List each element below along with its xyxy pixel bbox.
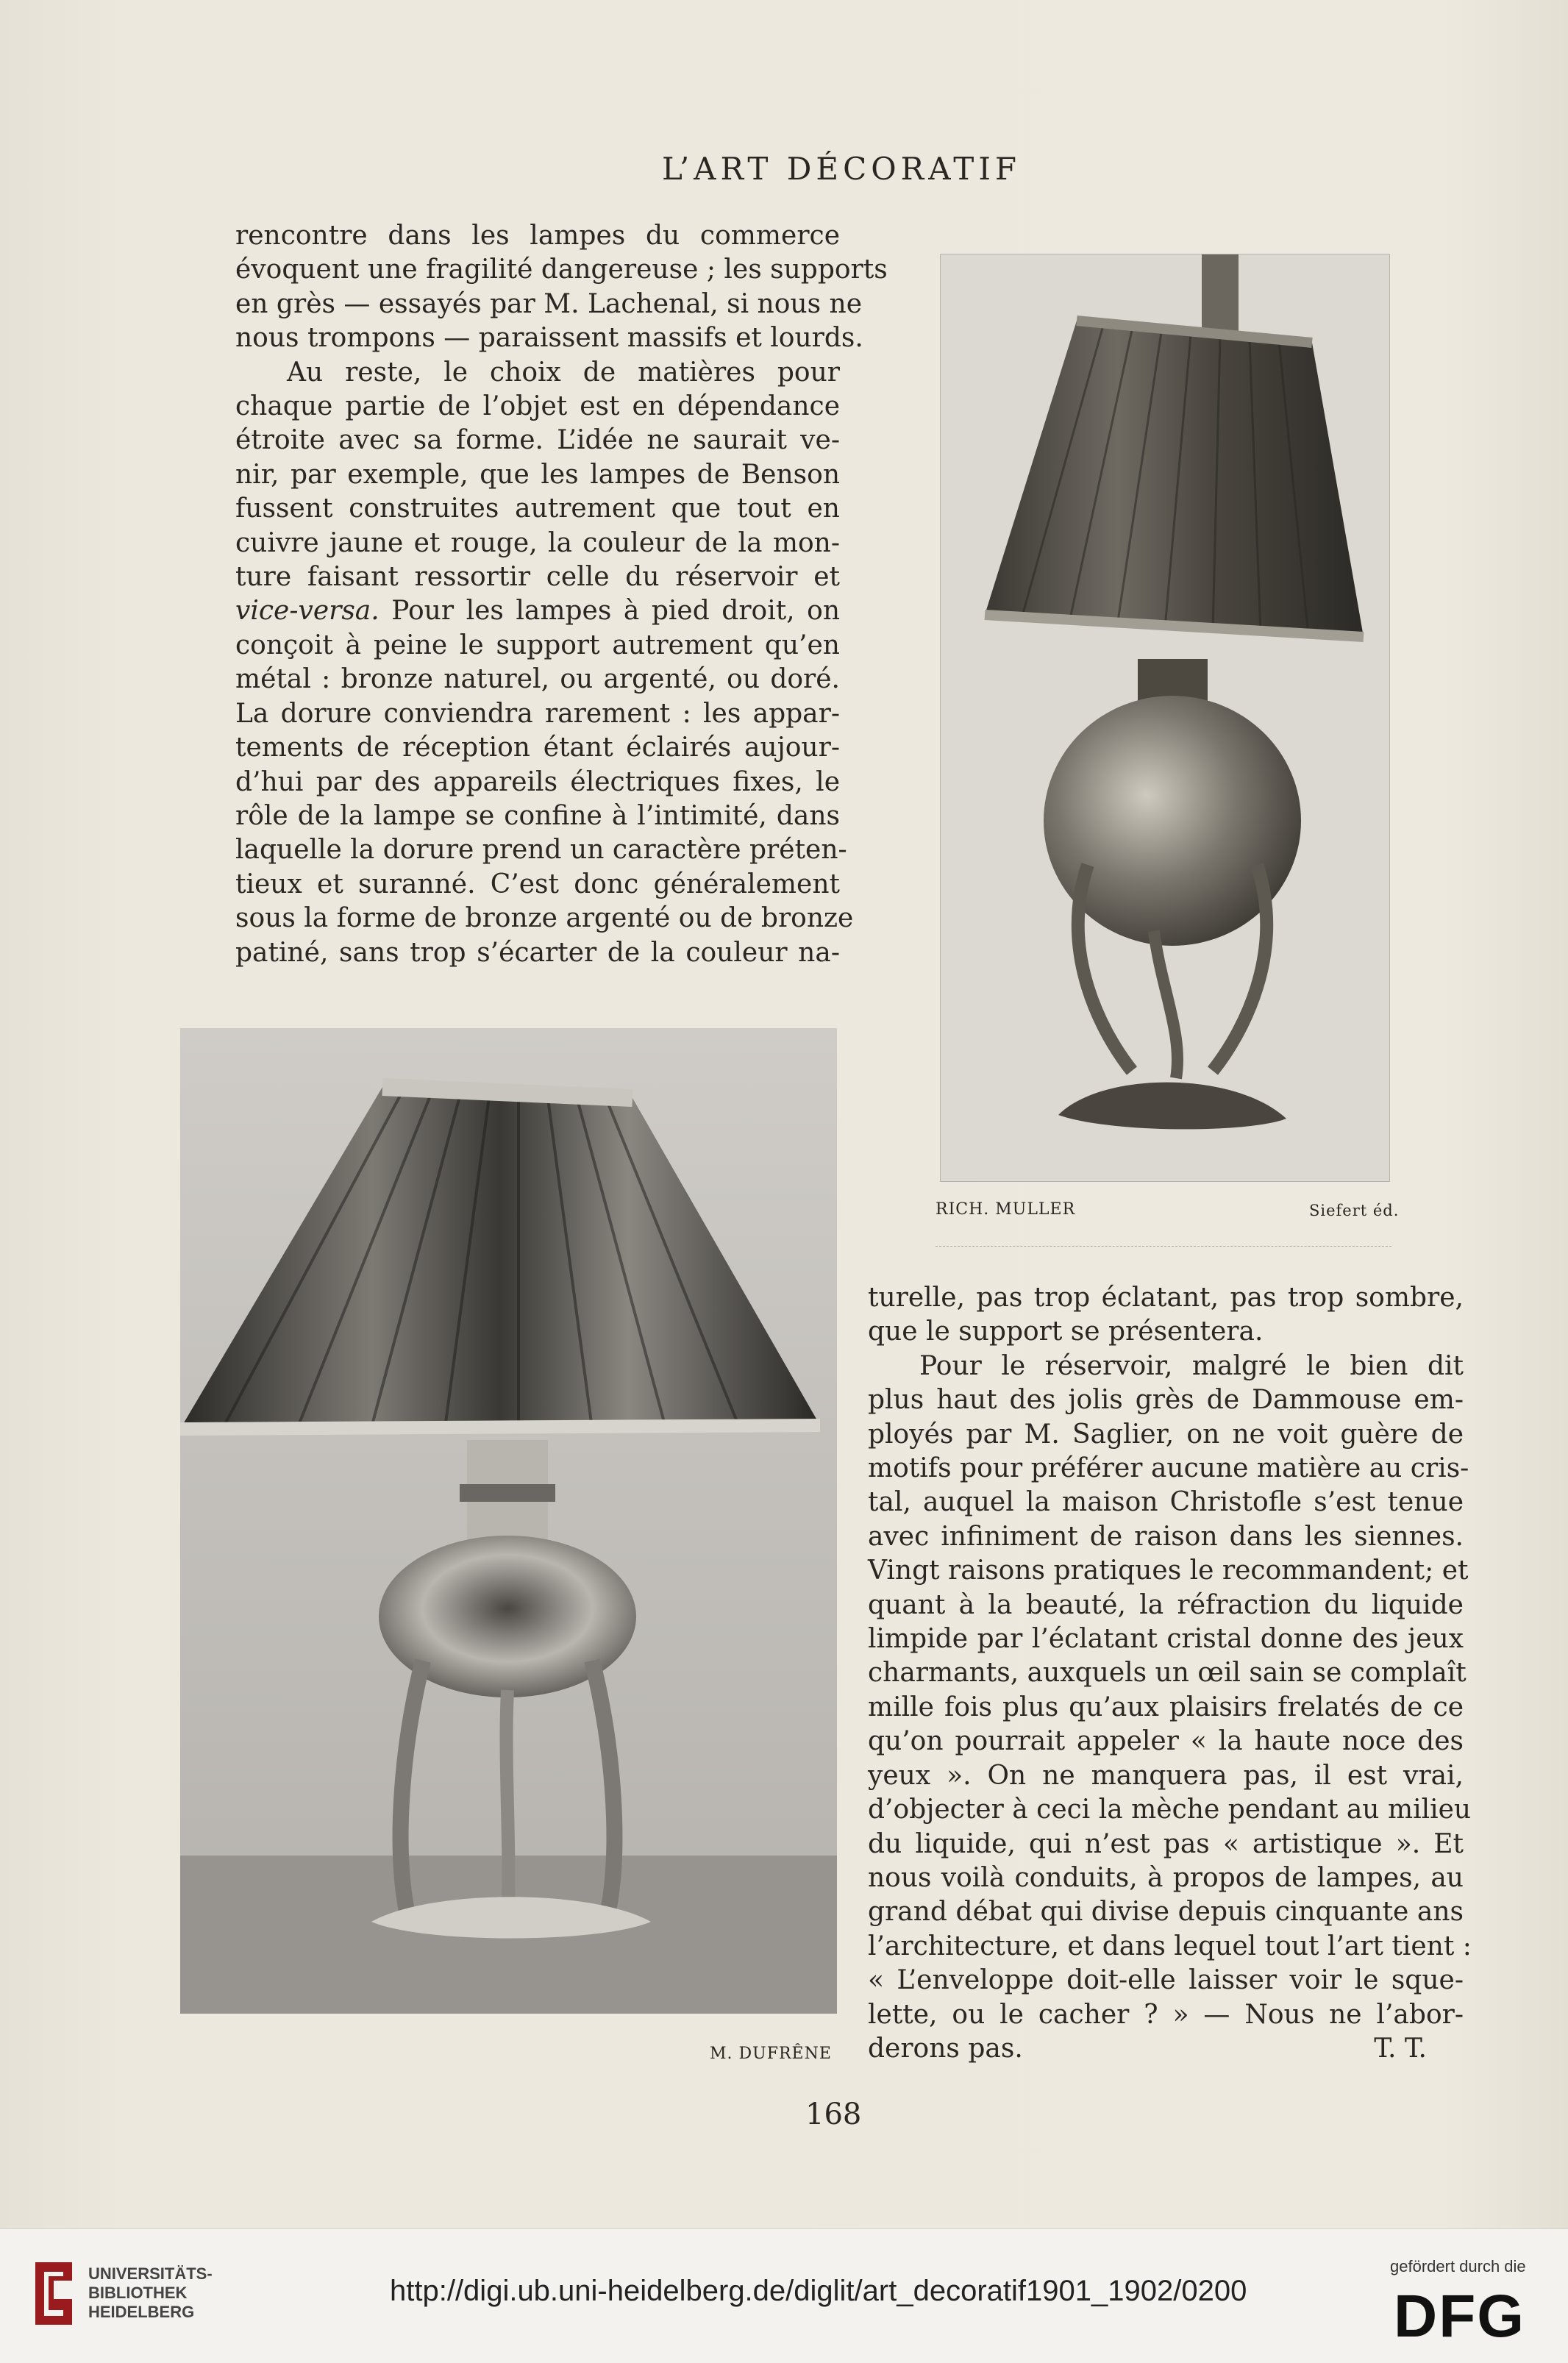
text-line: ployés par M. Saglier, on ne voit guère de xyxy=(868,1419,1464,1450)
text-line: tal, auquel la maison Christofle s’est tenue xyxy=(868,1487,1464,1518)
lamp-photograph-dufrene xyxy=(180,1028,837,2014)
library-name-line: UNIVERSITÄTS- xyxy=(88,2264,213,2283)
text-line: derons pas. xyxy=(868,2033,1023,2064)
text-line: l’architecture, et dans lequel tout l’art tient : xyxy=(868,1931,1472,1961)
text-line: « L’enveloppe doit-elle laisser voir le sque- xyxy=(868,1965,1464,1996)
caption-divider xyxy=(936,1246,1391,1247)
text-line: tieux et suranné. C’est donc généralement xyxy=(235,869,840,899)
lamp-dufrene-drawing xyxy=(180,1028,837,2014)
library-logo-icon xyxy=(28,2259,79,2331)
text-line: chaque partie de l’objet est en dépendance xyxy=(235,391,840,422)
plate-credit-muller: RICH. MULLER xyxy=(936,1200,1076,1219)
text-line: yeux ». On ne manquera pas, il est vrai, xyxy=(868,1760,1464,1791)
text-line: rencontre dans les lampes du commerce xyxy=(235,221,840,251)
text-line: tements de réception étant éclairés aujour- xyxy=(235,733,840,763)
dfg-logo: DFG xyxy=(1394,2283,1526,2350)
text-line: cuivre jaune et rouge, la couleur de la mon- xyxy=(235,527,840,558)
text-line: vice-versa. Pour les lampes à pied droit, on xyxy=(235,596,840,627)
left-text-column xyxy=(235,219,888,970)
author-signature: T. T. xyxy=(1374,2033,1427,2064)
text-line: quant à la beauté, la réfraction du liquide xyxy=(868,1589,1464,1620)
text-line: nous trompons — paraissent massifs et lourds. xyxy=(235,323,863,354)
lamp-muller-drawing xyxy=(941,254,1389,1181)
text-line: nir, par exemple, que les lampes de Benson xyxy=(235,459,840,490)
text-line: laquelle la dorure prend un caractère préten- xyxy=(235,835,847,866)
text-line: évoquent une fragilité dangereuse ; les supports xyxy=(235,254,888,285)
text-line: Au reste, le choix de matières pour xyxy=(287,357,840,388)
page-number: 168 xyxy=(805,2098,862,2131)
text-line: Pour le réservoir, malgré le bien dit xyxy=(919,1350,1464,1381)
library-name xyxy=(88,2264,213,2322)
text-line: motifs pour préférer aucune matière au cris- xyxy=(868,1453,1469,1484)
text-line: que le support se présentera. xyxy=(868,1316,1264,1347)
text-line: d’objecter à ceci la mèche pendant au milieu xyxy=(868,1794,1472,1825)
funding-notice: gefördert durch die xyxy=(1390,2257,1526,2275)
text-line: La dorure conviendra rarement : les appar- xyxy=(235,698,840,729)
text-line: grand débat qui divise depuis cinquante ans xyxy=(868,1897,1464,1928)
library-name-line: BIBLIOTHEK xyxy=(88,2284,188,2302)
text-line: lette, ou le cacher ? » — Nous ne l’abor- xyxy=(868,1999,1464,2030)
running-title: L’ART DÉCORATIF xyxy=(662,151,1022,187)
permalink-url[interactable]: http://digi.ub.uni-heidelberg.de/diglit/art_decoratif1901_1902/0200 xyxy=(390,2275,1247,2307)
text-line: turelle, pas trop éclatant, pas trop sombre, xyxy=(868,1283,1464,1313)
plate-credit-dufrene: M. DUFRÊNE xyxy=(710,2045,832,2063)
text-line: avec infiniment de raison dans les siennes. xyxy=(868,1521,1464,1552)
text-line: plus haut des jolis grès de Dammouse em- xyxy=(868,1385,1464,1416)
right-text-column xyxy=(868,1281,1472,2066)
text-line: patiné, sans trop s’écarter de la couleur na- xyxy=(235,937,840,968)
text-line: conçoit à peine le support autrement qu’en xyxy=(235,630,840,660)
final-line-row xyxy=(868,2032,1464,2066)
text-line: en grès — essayés par M. Lachenal, si nous ne xyxy=(235,288,862,319)
text-line: du liquide, qui n’est pas « artistique ». Et xyxy=(868,1828,1464,1859)
text-line: rôle de la lampe se confine à l’intimité, dans xyxy=(235,800,840,831)
plate-publisher-credit: Siefert éd. xyxy=(1309,1202,1400,1219)
italic-term: vice-versa. xyxy=(235,596,379,627)
text-line: qu’on pourrait appeler « la haute noce des xyxy=(868,1726,1464,1757)
text-line: mille fois plus qu’aux plaisirs frelatés de ce xyxy=(868,1692,1464,1722)
text-line: ture faisant ressortir celle du réservoir et xyxy=(235,562,840,593)
text-line: fussent construites autrement que tout en xyxy=(235,493,840,524)
text-line: limpide par l’éclatant cristal donne des jeux xyxy=(868,1624,1464,1655)
text-line: nous voilà conduits, à propos de lampes, au xyxy=(868,1862,1464,1893)
text-line: métal : bronze naturel, ou argenté, ou doré. xyxy=(235,664,840,695)
text-line: charmants, auxquels un œil sain se complaît xyxy=(868,1658,1467,1689)
text-line: étroite avec sa forme. L’idée ne saurait ve- xyxy=(235,425,840,456)
text-line: d’hui par des appareils électriques fixes, le xyxy=(235,766,840,797)
library-name-line: HEIDELBERG xyxy=(88,2303,195,2321)
viewer-footer xyxy=(0,2228,1568,2363)
text-line: sous la forme de bronze argenté ou de bronze xyxy=(235,903,854,934)
text-line: Vingt raisons pratiques le recommandent; et xyxy=(868,1555,1469,1586)
lamp-illustration-muller xyxy=(940,254,1390,1182)
